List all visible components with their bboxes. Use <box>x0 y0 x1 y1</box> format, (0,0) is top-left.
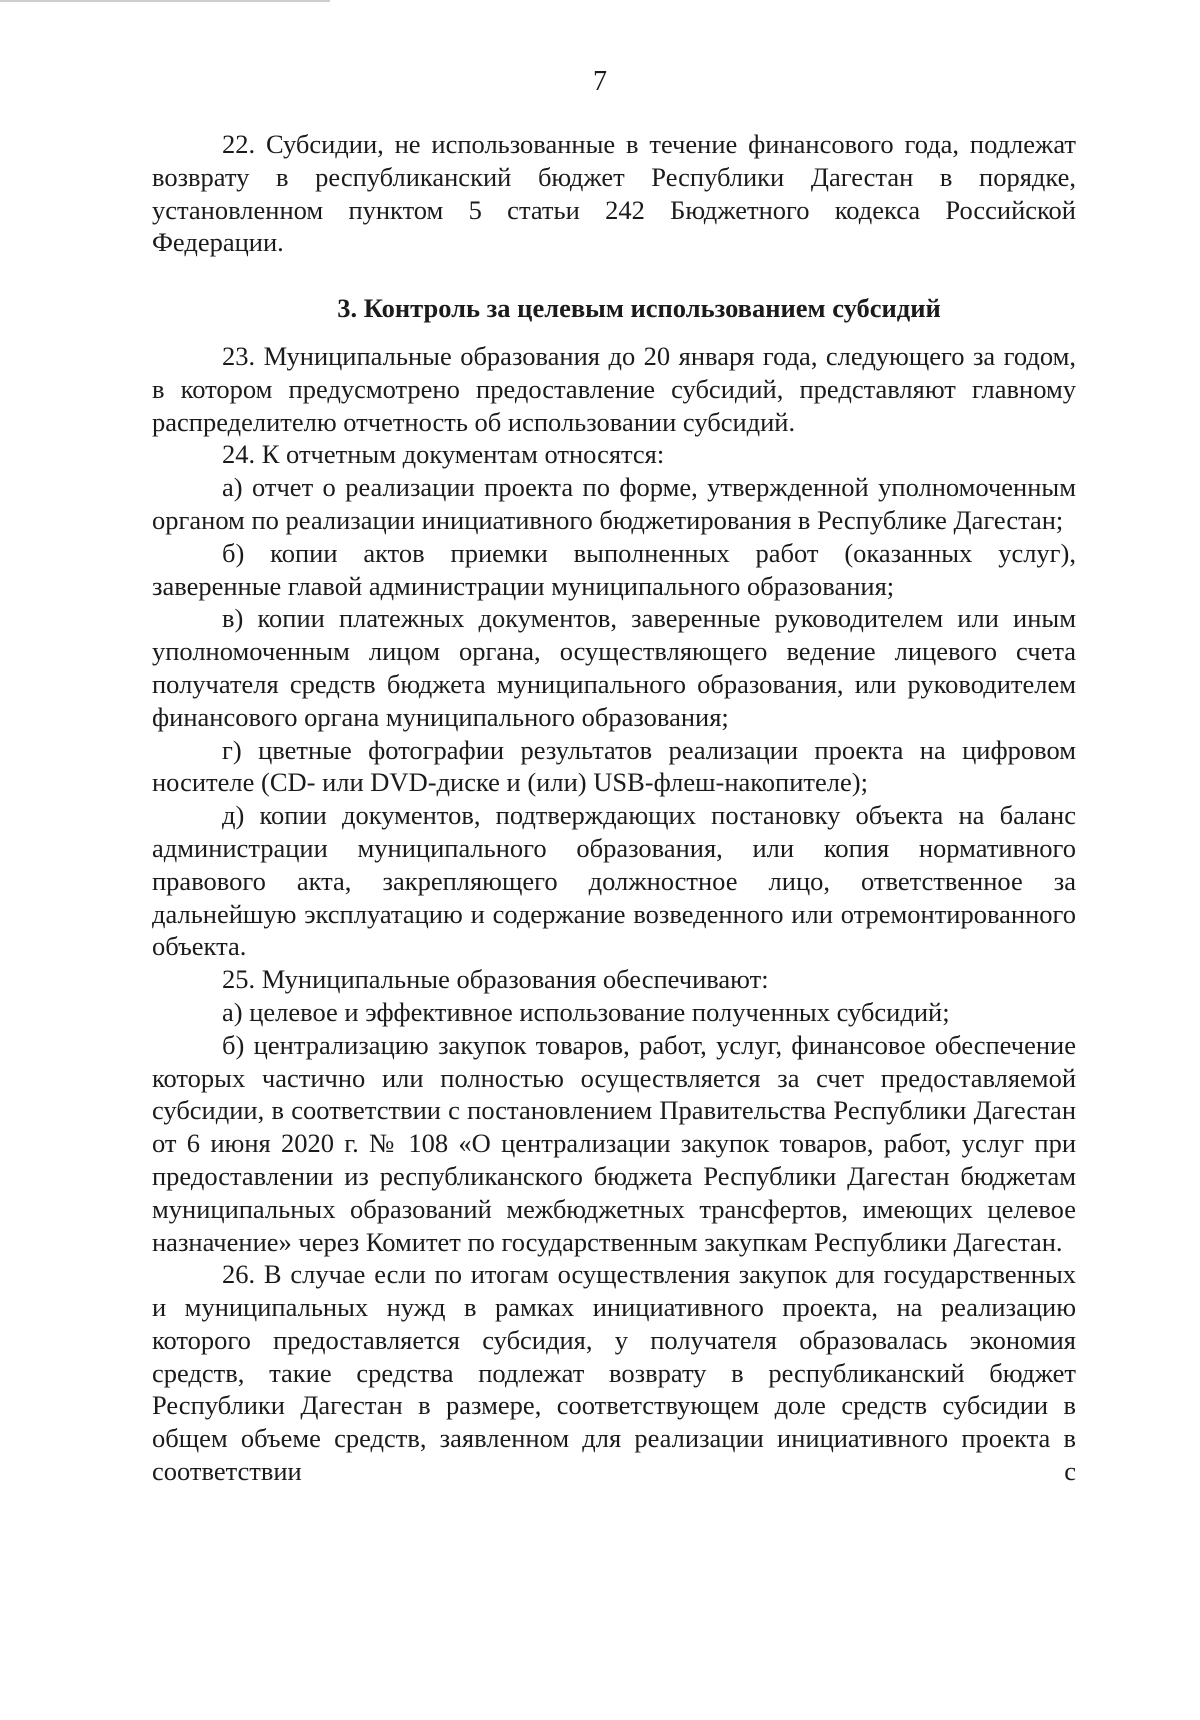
spacer <box>152 325 1076 340</box>
paragraph-26: 26. В случае если по итогам осуществления закупок для государственных и муниципальных нужд в рамках инициативного проекта, на реализацию которого предоставляется субсидия, у получателя образовалась экономия средств, такие средства подлежат возврату в республиканский бюджет Республики Дагестан в размере, соответствующем доле средств субсидии в общем объеме средств, заявленном для реализации инициативного проекта в соответствии с <box>152 1259 1076 1487</box>
paragraph-25-a: а) целевое и эффективное использование полученных субсидий; <box>222 996 950 1027</box>
paragraph-25: 25. Муниципальные образования обеспечивают: <box>222 964 769 995</box>
paragraph-24-v: в) копии платежных документов, заверенные руководителем или иным уполномоченным лицом органа, осуществляющего ведение лицевого счета получателя средств бюджета муниципального образования, или руководителем финансового органа муниципального образования; <box>152 603 1076 732</box>
paragraph-24-d: д) копии документов, подтверждающих постановку объекта на баланс администрации муниципального образования, или копия нормативного правового акта, закрепляющего должностное лицо, ответственное за дальнейшую эксплуатацию и содержание возведенного или отремонтированного объекта. <box>152 800 1076 962</box>
section-heading: 3. Контроль за целевым использованием субсидий <box>337 293 941 324</box>
spacer <box>152 259 1076 292</box>
document-body <box>152 128 1076 1488</box>
paragraph-24-g: г) цветные фотографии результатов реализации проекта на цифровом носителе (CD- или DVD-диске и (или) USB-флеш-накопителе); <box>152 734 1076 798</box>
paragraph-24-a: а) отчет о реализации проекта по форме, утвержденной уполномоченным органом по реализации инициативного бюджетирования в Республике Дагестан; <box>152 472 1076 535</box>
page-number: 7 <box>593 66 607 97</box>
scan-edge-mark <box>0 0 330 2</box>
paragraph-23: 23. Муниципальные образования до 20 января года, следующего за годом, в котором предусмотрено предоставление субсидий, представляют главному распределителю отчетность об использовании субсидий. <box>152 340 1076 437</box>
paragraph-25-b: б) централизацию закупок товаров, работ, услуг, финансовое обеспечение которых частично или полностью осуществляется за счет предоставляемой субсидии, в соответствии с постановлением Правительства Республики Дагестан от 6 июня 2020 г. № 108 «О централизации закупок товаров, работ, услуг при предоставлении из республиканского бюджета Республики Дагестан бюджетам муниципальных образований межбюджетных трансфертов, имеющих целевое назначение» через Комитет по государственным закупкам Республики Дагестан. <box>152 1029 1076 1257</box>
paragraph-24-b: б) копии актов приемки выполненных работ (оказанных услуг), заверенные главой администрации муниципального образования; <box>152 537 1076 601</box>
paragraph-22: 22. Субсидии, не использованные в течение финансового года, подлежат возврату в республиканский бюджет Республики Дагестан в порядке, установленном пунктом 5 статьи 242 Бюджетного кодекса Российской Федерации. <box>152 129 1076 258</box>
paragraph-24: 24. К отчетным документам относятся: <box>222 439 665 470</box>
